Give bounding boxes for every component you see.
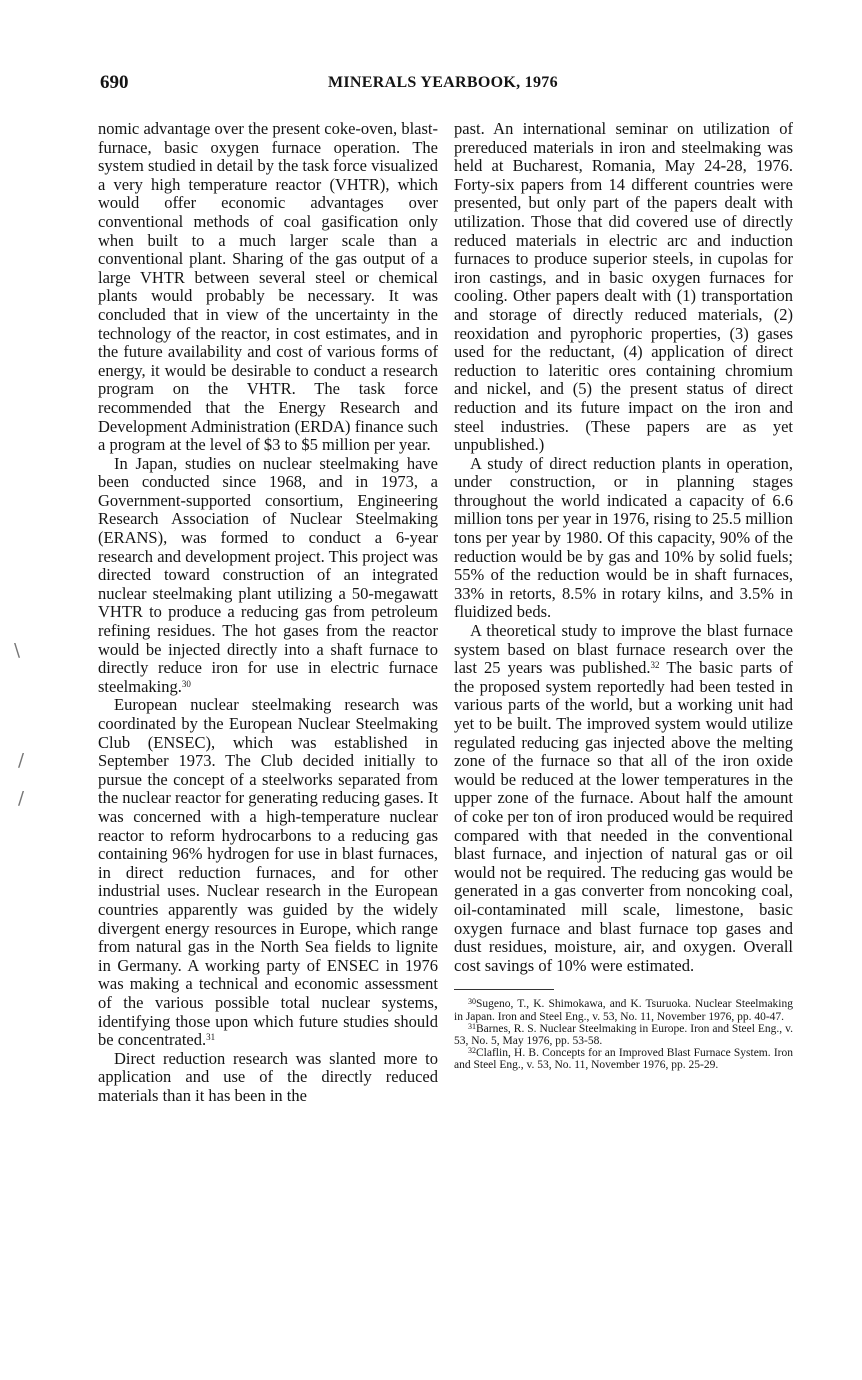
footnote xyxy=(454,1023,793,1047)
footnote-ref: 30 xyxy=(181,678,191,689)
footnote xyxy=(454,998,793,1022)
margin-mark: / xyxy=(18,788,25,809)
footnote-number: 30 xyxy=(468,997,476,1007)
paragraph xyxy=(454,622,793,975)
footnotes xyxy=(454,998,793,1071)
paragraph: past. An international seminar on utilization of prereduced materials in iron and steelmaking was held at Bucharest, Romania, May 24-28, 1976. Forty-six papers from 14 different countries were presented, but only part of the papers dealt with utilization. Those that did covered use of directly reduced materials in electric arc and induction furnaces to produce superior steels, in cupolas for iron castings, and in basic oxygen furnaces for cooling. Other papers dealt with (1) transportation and storage of directly reduced materials, (2) reoxidation and pyrophoric properties, (3) gases used for the reductant, (4) application of direct reduction to lateritic ores containing chromium and nickel, and (5) the present status of direct reduction and its future impact on the iron and steel industries. (These papers are as yet unpublished.) xyxy=(454,119,793,455)
paragraph-text: In Japan, studies on nuclear steelmaking have been conducted since 1968, and in 1973, a Government-supported consortium, Engineering Research Association of Nuclear Steelmaking (ERANS), was formed to conduct a 6-year research and development project. This project was directed toward construction of an integrated nuclear steelmaking plant utilizing a 50-megawatt VHTR to produce a reducing gas from petroleum refining residues. The hot gases from the reactor would be injected directly into a shaft furnace to directly reduce iron for use in electric furnace steelmaking. xyxy=(98,453,438,696)
margin-mark: \ xyxy=(14,640,21,661)
running-title: MINERALS YEARBOOK, 1976 xyxy=(328,74,558,91)
margin-mark: / xyxy=(18,750,25,771)
footnote-text: Claflin, H. B. Concepts for an Improved Blast Furnace System. Iron and Steel Eng., v. 53, No. 11, November 1976, pp. 25-29. xyxy=(454,1047,793,1072)
footnote-ref: 31 xyxy=(206,1032,216,1043)
paragraph xyxy=(98,696,438,1049)
footnote-number: 32 xyxy=(468,1046,476,1056)
page-number: 690 xyxy=(100,72,129,93)
footnote-ref: 32 xyxy=(650,660,660,671)
footnote-text: Sugeno, T., K. Shimokawa, and K. Tsuruoka. Nuclear Steelmaking in Japan. Iron and Steel Eng., v. 53, No. 11, November 1976, pp. 40-47. xyxy=(454,998,793,1023)
paragraph xyxy=(98,455,438,697)
paragraph: nomic advantage over the present coke-oven, blast-furnace, basic oxygen furnace operation. The system studied in detail by the task force visualized a very high temperature reactor (VHTR), which would offer economic advantages over conventional methods of coal gasification only when built to a much larger scale than a conventional plant. Sharing of the gas output of a large VHTR between several steel or chemical plants would probably be necessary. It was concluded that in view of the uncertainty in the technology of the reactor, in cost estimates, and in the future availability and cost of various forms of energy, it would be desirable to conduct a research program on the VHTR. The task force recommended that the Energy Research and Development Administration (ERDA) finance such a program at the level of $3 to $5 million per year. xyxy=(98,119,438,455)
paragraph: Direct reduction research was slanted more to application and use of the directly reduced materials than it has been in the xyxy=(98,1048,438,1105)
paragraph-text: The basic parts of the proposed system reportedly had been tested in various parts of the world, but a working unit had yet to be built. The improved system would utilize regulated reducing gas injected above the melting zone of the furnace so that all of the iron oxide would be reduced at the lower temperatures in the upper zone of the furnace. About half the amount of coke per ton of iron produced would be required compared with that needed in the conventional blast furnace, and injection of natural gas or oil would not be required. The reducing gas would be generated in a gas converter from noncoking coal, oil-contaminated mill scale, limestone, basic oxygen furnace and blast furnace top gases and dust residues, moisture, air, and oxygen. Overall cost savings of 10% were estimated. xyxy=(454,658,793,975)
footnote xyxy=(454,1047,793,1071)
left-column xyxy=(98,120,438,1105)
paragraph-text: A theoretical study to improve the blast furnace system based on blast furnace research over the last 25 years was published. xyxy=(454,621,793,678)
right-column xyxy=(454,120,793,1072)
footnote-text: Barnes, R. S. Nuclear Steelmaking in Europe. Iron and Steel Eng., v. 53, No. 5, May 1976, pp. 53-58. xyxy=(454,1022,793,1047)
paragraph-text: European nuclear steelmaking research was coordinated by the European Nuclear Steelmaking Club (ENSEC), which was established in September 1973. The Club decided initially to pursue the concept of a steelworks separated from the nuclear reactor for generating reducing gases. It was concerned with a high-temperature nuclear reactor to reform hydrocarbons to a reducing gas containing 96% hydrogen for use in blast furnaces, in direct reduction furnaces, and for other industrial uses. Nuclear research in the European countries apparently was guided by the widely divergent energy resources in Europe, which range from natural gas in the North Sea fields to lignite in Germany. A working party of ENSEC in 1976 was making a technical and economic assessment of the various possible total nuclear systems, identifying those upon which future studies should be concentrated. xyxy=(98,695,438,1050)
footnote-number: 31 xyxy=(468,1021,476,1031)
footnote-divider xyxy=(454,989,554,990)
paragraph: A study of direct reduction plants in operation, under construction, or in planning stages throughout the world indicated a capacity of 6.6 million tons per year in 1976, rising to 25.5 million tons per year by 1980. Of this capacity, 90% of the reduction would be by gas and 10% by solid fuels; 55% of the reduction would be in shaft furnaces, 33% in retorts, 8.5% in rotary kilns, and 3.5% in fluidized beds. xyxy=(454,453,793,622)
